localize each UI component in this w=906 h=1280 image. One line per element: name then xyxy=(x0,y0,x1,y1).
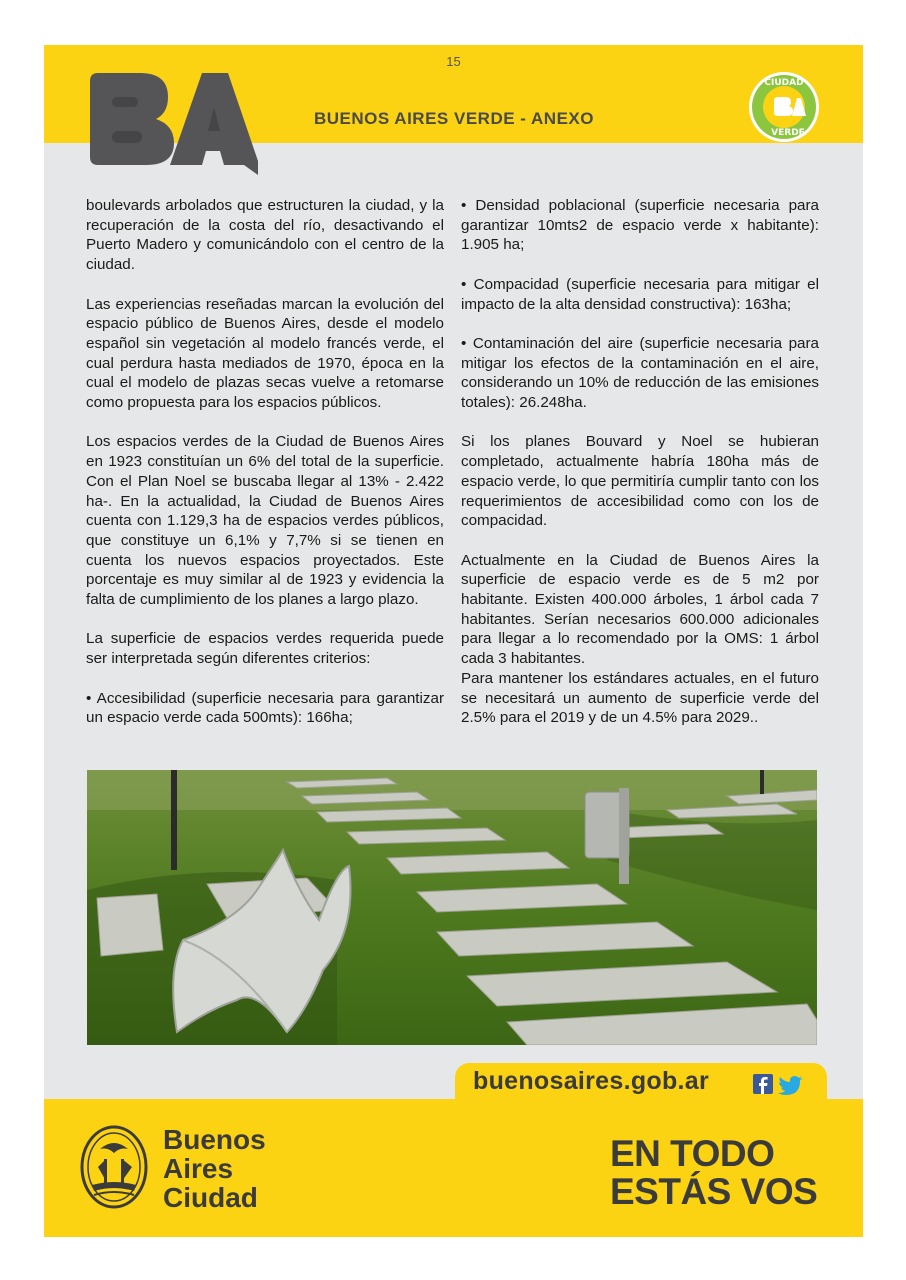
paragraph: • Contaminación del aire (superficie necesaria para mitigar los efectos de la contaminación en el aire, considerando un 10% de reducción de las emisiones totales): 26.248ha. xyxy=(461,334,819,411)
city-name-line: Ciudad xyxy=(163,1182,258,1213)
paragraph: Las experiencias reseñadas marcan la evolución del espacio público de Buenos Aires, desde el modelo español sin vegetación al modelo francés verde, el cual perdura hasta mediados de 1970, época en la cual el modelo de plazas secas vuelve a retomarse como propuesta para los espacios públicos. xyxy=(86,295,444,412)
page xyxy=(44,45,863,1237)
page-number: 15 xyxy=(446,54,461,69)
social-icons xyxy=(753,1072,805,1101)
paragraph: • Accesibilidad (superficie necesaria para garantizar un espacio verde cada 500mts): 166ha; xyxy=(86,689,444,727)
right-column xyxy=(461,196,819,748)
paragraph: • Compacidad (superficie necesaria para mitigar el impacto de la alta densidad constructiva): 163ha; xyxy=(461,275,819,313)
paragraph: La superficie de espacios verdes requerida puede ser interpretada según diferentes criterios: xyxy=(86,630,444,668)
buenos-aires-seal-icon xyxy=(80,1125,148,1214)
twitter-icon[interactable] xyxy=(778,1076,803,1095)
city-name-line: Buenos xyxy=(163,1124,266,1155)
ciudad-verde-badge xyxy=(748,71,820,148)
ba-logo xyxy=(84,69,260,180)
slogan-line: ESTÁS VOS xyxy=(610,1171,818,1212)
paragraph: Los espacios verdes de la Ciudad de Buenos Aires en 1923 constituían un 6% del total de la superficie. Con el Plan Noel se buscaba llegar al 13% - 2.422 ha-. En la actualidad, la Ciudad de Buenos Aires cuenta con 1.129,3 ha de espacios verdes públicos, que constituye un 6,1% y 7,7% si se tienen en cuenta los nuevos espacios proyectados. Este porcentaje es muy similar al de 1923 y evidencia la falta de cumplimiento de los planes a largo plazo. xyxy=(86,433,444,609)
paragraph: Para mantener los estándares actuales, en el futuro se necesitará un aumento de superficie verde del 2.5% para el 2019 y de un 4.5% para 2029.. xyxy=(461,669,819,727)
website-tab xyxy=(455,1063,827,1103)
city-name-line: Aires xyxy=(163,1153,234,1184)
header-band xyxy=(44,45,863,143)
paragraph: Si los planes Bouvard y Noel se hubieran completado, actualmente habría 180ha más de espacio verde, lo que permitiría cumplir tanto con los requerimientos de accesibilidad como con los de compacidad. xyxy=(461,433,819,530)
facebook-icon[interactable] xyxy=(753,1074,773,1094)
left-column xyxy=(86,196,444,748)
slogan-line: EN TODO xyxy=(610,1133,775,1174)
city-wordmark xyxy=(163,1125,266,1212)
paragraph: Actualmente en la Ciudad de Buenos Aires la superficie de espacio verde es de 5 m2 por habitante. Existen 400.000 árboles, 1 árbol cada 7 habitantes. Serían necesarios 600.000 adicionales para llegar a lo recomendado por la OMS: 1 árbol cada 3 habitantes. xyxy=(461,551,819,668)
slogan xyxy=(610,1135,817,1211)
park-photo xyxy=(87,770,817,1045)
header-title: BUENOS AIRES VERDE - ANEXO xyxy=(313,109,594,128)
paragraph: • Densidad poblacional (superficie necesaria para garantizar 10mts2 de espacio verde x habitante): 1.905 ha; xyxy=(461,197,819,254)
website-url[interactable]: buenosaires.gob.ar xyxy=(473,1067,710,1095)
footer-band xyxy=(44,1099,863,1237)
paragraph: boulevards arbolados que estructuren la ciudad, y la recuperación de la costa del río, desactivando el Puerto Madero y comunicándolo con el centro de la ciudad. xyxy=(86,197,444,274)
svg-text:CIUDAD: CIUDAD xyxy=(764,78,804,88)
svg-text:VERDE: VERDE xyxy=(771,128,805,138)
